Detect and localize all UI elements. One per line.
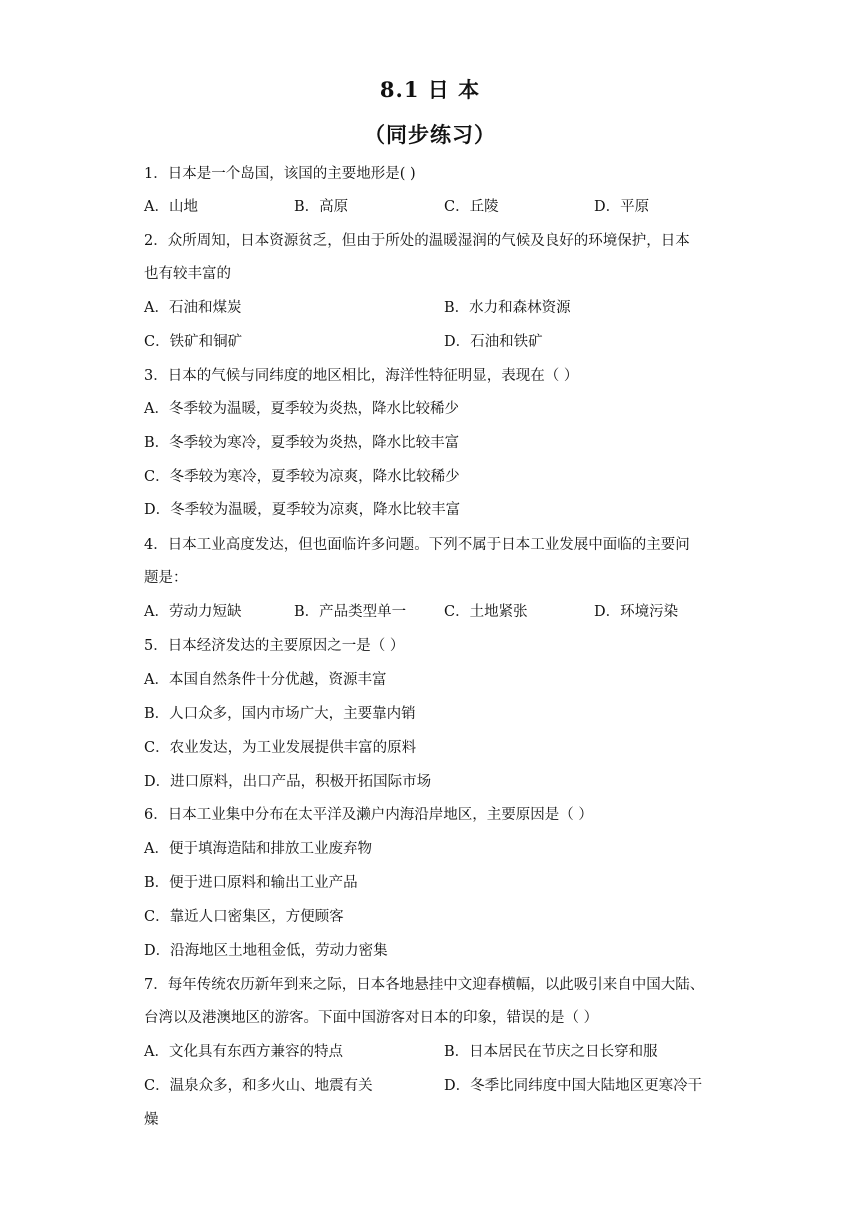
page-subtitle: （同步练习）: [364, 122, 496, 147]
question-7-option-a: A．文化具有东西方兼容的特点: [144, 1044, 343, 1060]
question-3-option-d: D．冬季较为温暖，夏季较为凉爽，降水比较丰富: [144, 502, 461, 518]
question-3-option-c: C．冬季较为寒冷，夏季较为凉爽，降水比较稀少: [144, 469, 460, 485]
question-3-option-b: B．冬季较为寒冷，夏季较为炎热，降水比较丰富: [144, 435, 460, 451]
question-7-stem-line-1: 7．每年传统农历新年到来之际，日本各地悬挂中文迎春横幅，以此吸引来自中国大陆、: [144, 977, 705, 993]
question-5-option-a: A．本国自然条件十分优越，资源丰富: [144, 672, 387, 688]
question-7-option-d: D．冬季比同纬度中国大陆地区更寒冷干: [444, 1078, 703, 1094]
question-5-option-d: D．进口原料，出口产品，积极开拓国际市场: [144, 774, 432, 790]
question-2-option-b: B．水力和森林资源: [444, 300, 571, 316]
question-3-stem: 3．日本的气候与同纬度的地区相比，海洋性特征明显，表现在（ ）: [144, 368, 579, 384]
question-6-option-a: A．便于填海造陆和排放工业废弃物: [144, 841, 372, 857]
question-4-stem-line-2: 题是：: [144, 570, 188, 586]
question-2-option-c: C．铁矿和铜矿: [144, 334, 243, 350]
question-6-stem: 6．日本工业集中分布在太平洋及濑户内海沿岸地区，主要原因是（ ）: [144, 807, 593, 823]
question-1-option-a: A．山地: [144, 199, 198, 215]
question-2-stem-line-1: 2．众所周知，日本资源贫乏，但由于所处的温暖湿润的气候及良好的环境保护，日本: [144, 233, 690, 249]
question-5-stem: 5．日本经济发达的主要原因之一是（ ）: [144, 638, 405, 654]
question-4-option-a: A．劳动力短缺: [144, 604, 242, 620]
question-4-option-b: B．产品类型单一: [294, 604, 407, 620]
question-4-stem-line-1: 4．日本工业高度发达，但也面临许多问题。下列不属于日本工业发展中面临的主要问: [144, 537, 690, 553]
question-4-option-d: D．环境污染: [594, 604, 679, 620]
question-4-option-c: C．土地紧张: [444, 604, 528, 620]
question-1-option-b: B．高原: [294, 199, 349, 215]
question-2-option-d: D．石油和铁矿: [444, 334, 543, 350]
question-7-stem-line-2: 台湾以及港澳地区的游客。下面中国游客对日本的印象，错误的是（ ）: [144, 1010, 599, 1026]
question-2-stem-line-2: 也有较丰富的: [144, 266, 231, 282]
question-6-option-d: D．沿海地区土地租金低，劳动力密集: [144, 943, 388, 959]
question-5-option-c: C．农业发达，为工业发展提供丰富的原料: [144, 740, 417, 756]
question-5-option-b: B．人口众多，国内市场广大，主要靠内销: [144, 706, 416, 722]
page-title: 8.1 日 本: [379, 77, 481, 102]
question-1-stem: 1．日本是一个岛国，该国的主要地形是( ): [144, 166, 416, 182]
question-7-option-d-continued: 燥: [144, 1112, 159, 1128]
question-7-option-b: B．日本居民在节庆之日长穿和服: [444, 1044, 658, 1060]
question-6-option-c: C．靠近人口密集区，方便顾客: [144, 909, 344, 925]
question-2-option-a: A．石油和煤炭: [144, 300, 242, 316]
question-7-option-c: C．温泉众多，和多火山、地震有关: [144, 1078, 373, 1094]
question-3-option-a: A．冬季较为温暖，夏季较为炎热，降水比较稀少: [144, 401, 459, 417]
question-1-option-d: D．平原: [594, 199, 650, 215]
question-1-option-c: C．丘陵: [444, 199, 499, 215]
question-6-option-b: B．便于进口原料和输出工业产品: [144, 875, 358, 891]
